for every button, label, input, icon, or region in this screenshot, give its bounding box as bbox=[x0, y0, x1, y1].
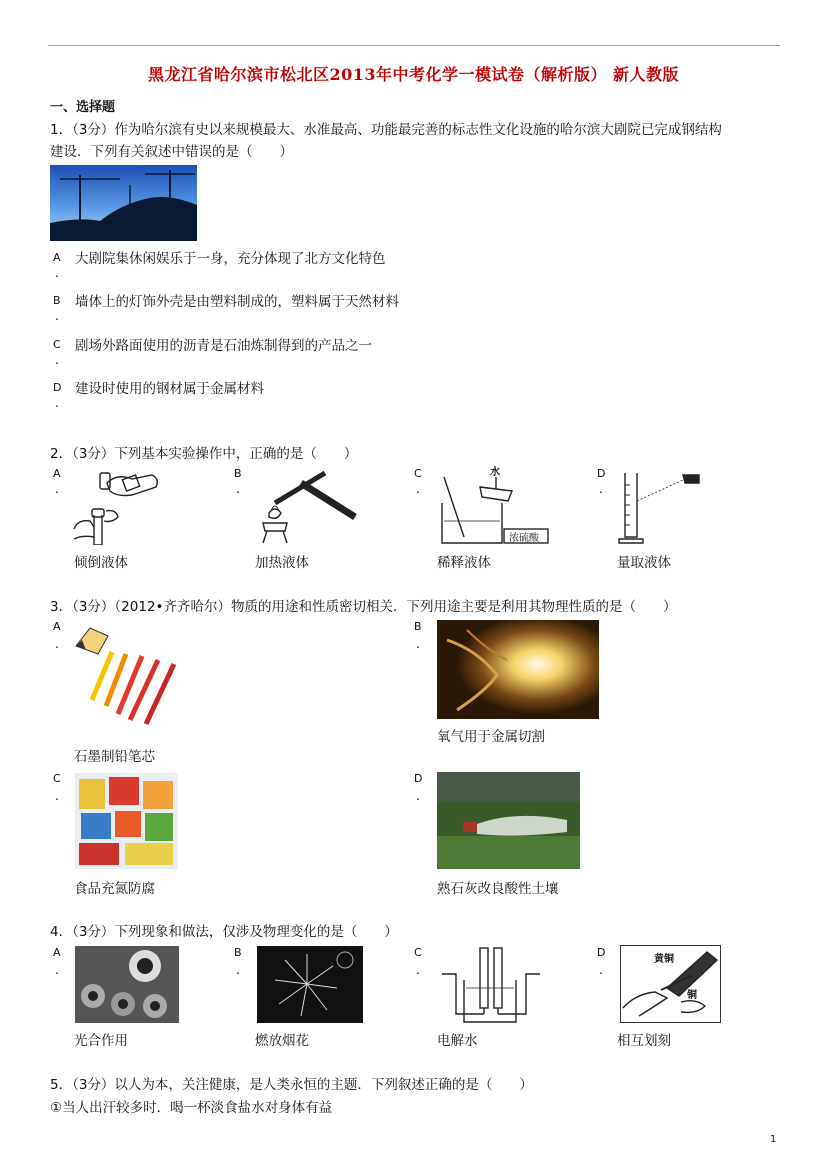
q4-option-c-caption: 电解水 bbox=[437, 1033, 478, 1049]
section-heading: 一、选择题 bbox=[50, 100, 116, 115]
q4-option-d-dot: . bbox=[599, 963, 603, 977]
q1-option-c-letter: C bbox=[53, 338, 61, 351]
q1-option-a-letter: A bbox=[53, 251, 61, 264]
q4-option-b-letter: B bbox=[234, 946, 242, 959]
q1-stem-line1: 1．（3分）作为哈尔滨有史以来规模最大、水准最高、功能最完善的标志性文化设施的哈尔滨大剧院已完成钢结构 bbox=[50, 122, 722, 138]
q3-option-d-dot: . bbox=[416, 789, 420, 803]
measuring-cylinder-diagram[interactable] bbox=[615, 465, 707, 545]
q1-option-a-text[interactable]: 大剧院集休闲娱乐于一身，充分体现了北方文化特色 bbox=[75, 251, 386, 267]
q4-option-a-caption: 光合作用 bbox=[74, 1033, 128, 1049]
q1-option-b-dot: . bbox=[55, 309, 59, 323]
q1-option-c-text[interactable]: 剧场外路面使用的沥青是石油炼制得到的产品之一 bbox=[75, 338, 372, 354]
q4-option-c-dot: . bbox=[416, 963, 420, 977]
page-title: 黑龙江省哈尔滨市松北区2013年中考化学一模试卷（解析版） 新人教版 bbox=[147, 65, 680, 84]
q2-option-b-caption: 加热液体 bbox=[255, 555, 309, 571]
q3-option-c-letter: C bbox=[53, 772, 61, 785]
q3-option-a-caption: 石墨制铅笔芯 bbox=[74, 749, 155, 765]
q2-option-c-caption: 稀释液体 bbox=[437, 555, 491, 571]
q4-option-a-dot: . bbox=[55, 963, 59, 977]
q1-option-b-letter: B bbox=[53, 294, 61, 307]
copper-label: 铜 bbox=[687, 990, 697, 1001]
q2-option-a-dot: . bbox=[55, 482, 59, 496]
food-packages-image[interactable] bbox=[75, 773, 178, 869]
theatre-construction-image bbox=[50, 165, 197, 241]
q2-option-d-letter: D bbox=[597, 467, 606, 480]
pouring-liquid-diagram[interactable] bbox=[72, 465, 167, 545]
pencil-leads-image[interactable] bbox=[72, 620, 184, 728]
heating-liquid-diagram[interactable] bbox=[255, 465, 360, 545]
q1-option-d-dot: . bbox=[55, 396, 59, 410]
q2-stem: 2．（3分）下列基本实验操作中，正确的是（ ） bbox=[50, 446, 358, 462]
q3-option-a-letter: A bbox=[53, 620, 61, 633]
q2-option-b-dot: . bbox=[236, 482, 240, 496]
electrolysis-diagram[interactable] bbox=[436, 944, 544, 1024]
q1-option-c-dot: . bbox=[55, 353, 59, 367]
fireworks-image[interactable] bbox=[257, 946, 363, 1023]
q4-option-c-letter: C bbox=[414, 946, 422, 959]
q2-option-a-caption: 倾倒液体 bbox=[74, 555, 128, 571]
q2-option-c-letter: C bbox=[414, 467, 422, 480]
q2-option-a-letter: A bbox=[53, 467, 61, 480]
scratching-metals-diagram[interactable] bbox=[620, 945, 721, 1023]
q3-option-c-dot: . bbox=[55, 789, 59, 803]
q3-option-d-caption: 熟石灰改良酸性土壤 bbox=[437, 881, 559, 897]
q1-option-a-dot: . bbox=[55, 266, 59, 280]
page-number: 1 bbox=[770, 1134, 777, 1145]
metal-cutting-image[interactable] bbox=[437, 620, 599, 719]
q3-option-c-caption: 食品充氮防腐 bbox=[74, 881, 155, 897]
q2-option-d-caption: 量取液体 bbox=[617, 555, 671, 571]
conc-sulfuric-acid-label: 浓硫酸 bbox=[509, 533, 539, 544]
q4-option-a-letter: A bbox=[53, 946, 61, 959]
diluting-acid-diagram[interactable] bbox=[432, 463, 550, 547]
q5-item-1: ①当人出汗较多时．喝一杯淡食盐水对身体有益 bbox=[50, 1100, 333, 1116]
q4-option-b-dot: . bbox=[236, 963, 240, 977]
q1-stem-line2: 建设．下列有关叙述中错误的是（ ） bbox=[50, 144, 293, 160]
q5-stem: 5．（3分）以人为本，关注健康，是人类永恒的主题．下列叙述正确的是（ ） bbox=[50, 1077, 533, 1093]
q1-option-d-text[interactable]: 建设时使用的钢材属于金属材料 bbox=[75, 381, 264, 397]
q3-option-d-letter: D bbox=[414, 772, 423, 785]
sunflowers-image[interactable] bbox=[75, 946, 179, 1023]
q4-option-d-caption: 相互划刻 bbox=[617, 1033, 671, 1049]
q2-option-d-dot: . bbox=[599, 482, 603, 496]
q2-option-c-dot: . bbox=[416, 482, 420, 496]
q2-option-b-letter: B bbox=[234, 467, 242, 480]
brass-label: 黄铜 bbox=[654, 954, 674, 965]
q4-option-d-letter: D bbox=[597, 946, 606, 959]
q3-option-a-dot: . bbox=[55, 637, 59, 651]
lime-spreading-image[interactable] bbox=[437, 772, 580, 869]
q3-option-b-letter: B bbox=[414, 620, 422, 633]
q3-stem: 3．（3分）（2012•齐齐哈尔）物质的用途和性质密切相关．下列用途主要是利用其物理性质的是（ ） bbox=[50, 599, 677, 615]
q3-option-b-caption: 氧气用于金属切割 bbox=[437, 729, 545, 745]
q4-option-b-caption: 燃放烟花 bbox=[255, 1033, 309, 1049]
q3-option-b-dot: . bbox=[416, 637, 420, 651]
q1-option-d-letter: D bbox=[53, 381, 62, 394]
water-label: 水 bbox=[490, 467, 500, 478]
q4-stem: 4．（3分）下列现象和做法，仅涉及物理变化的是（ ） bbox=[50, 924, 398, 940]
q1-option-b-text[interactable]: 墙体上的灯饰外壳是由塑料制成的，塑料属于天然材料 bbox=[75, 294, 399, 310]
header-rule bbox=[48, 45, 780, 46]
